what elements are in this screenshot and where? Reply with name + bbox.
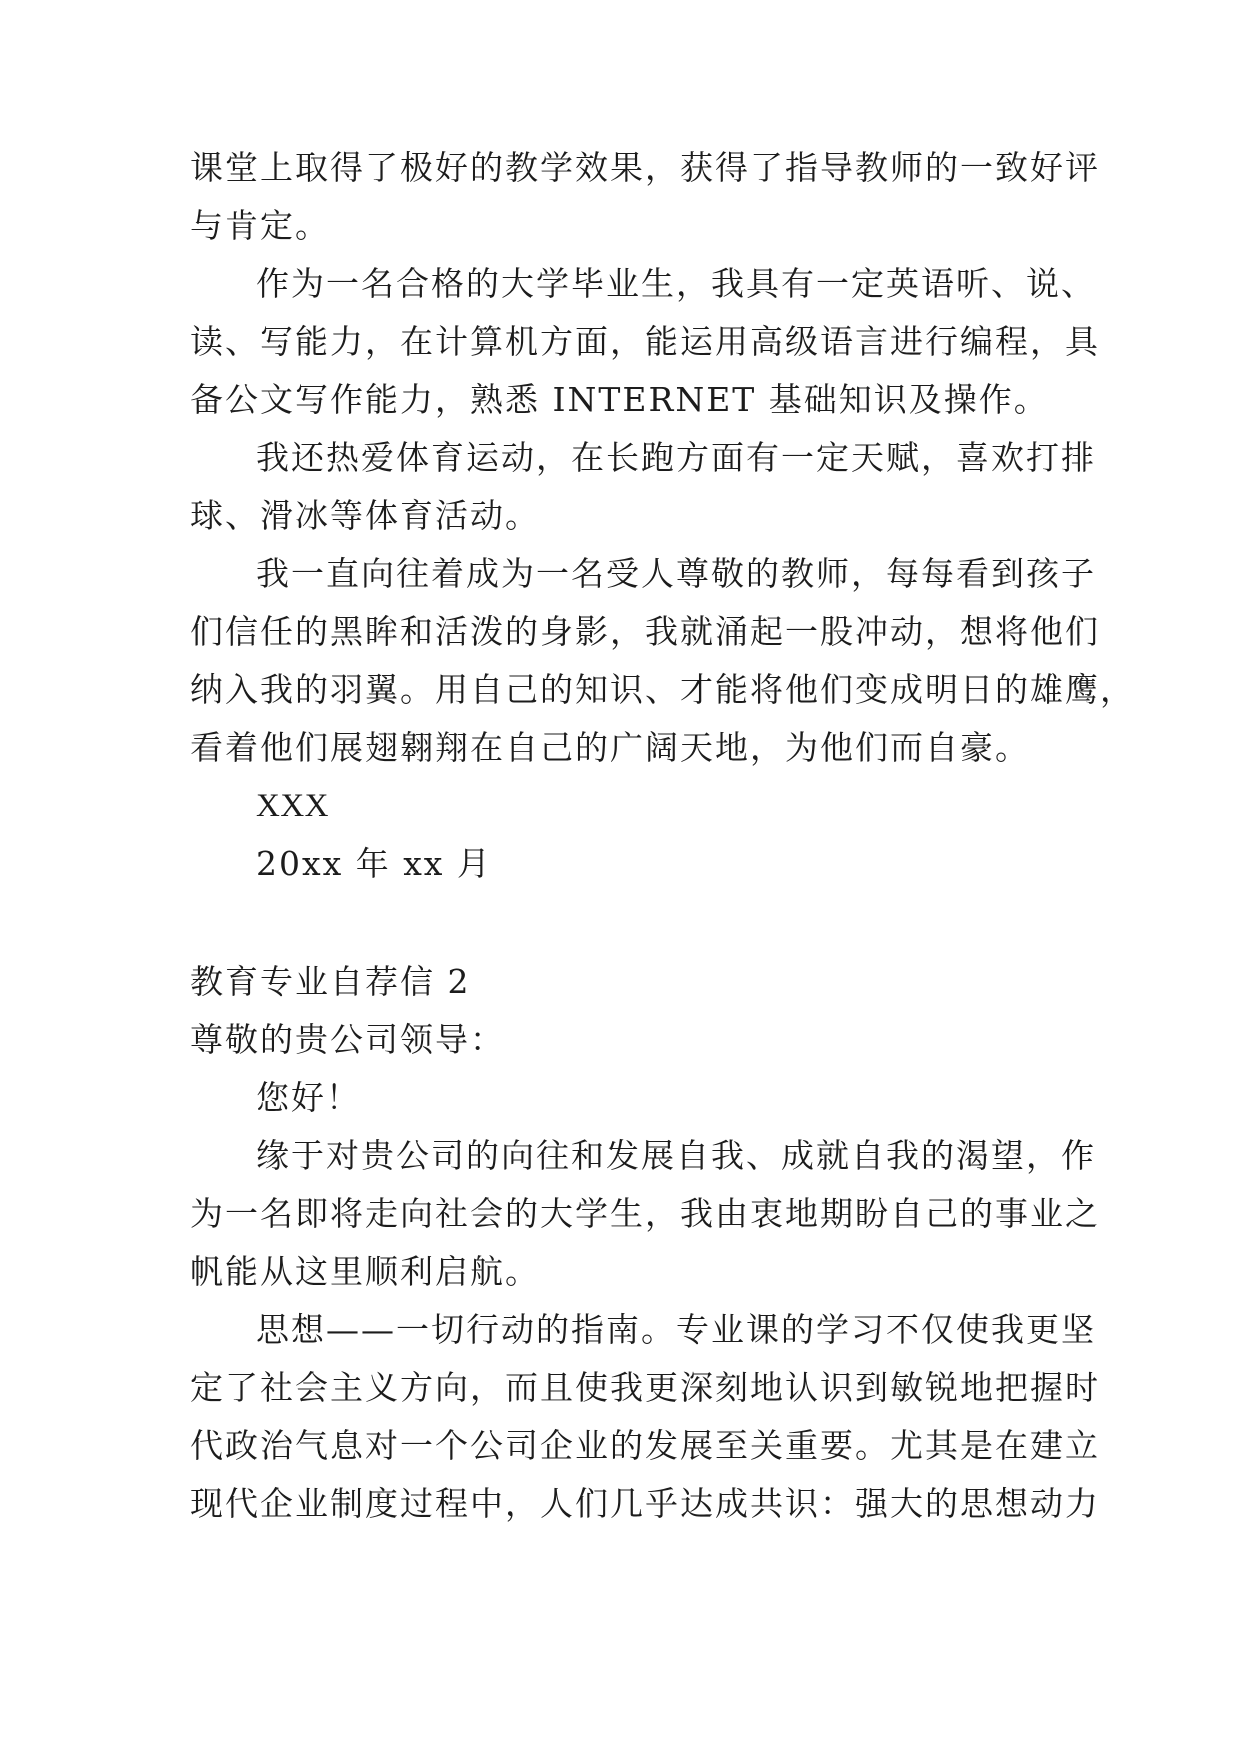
paragraph-line: 缘于对贵公司的向往和发展自我、成就自我的渴望，作 — [256, 1136, 1096, 1175]
letter-title: 教育专业自荐信 2 — [190, 962, 471, 1001]
paragraph-line: 我还热爱体育运动，在长跑方面有一定天赋，喜欢打排 — [256, 438, 1096, 477]
paragraph-line: 帆能从这里顺利启航。 — [190, 1252, 540, 1291]
paragraph-line: 现代企业制度过程中，人们几乎达成共识：强大的思想动力 — [190, 1484, 1100, 1523]
paragraph-line: 我一直向往着成为一名受人尊敬的教师，每每看到孩子 — [256, 554, 1096, 593]
paragraph-line: 纳入我的羽翼。用自己的知识、才能将他们变成明日的雄鹰， — [190, 670, 1135, 709]
paragraph-line: 读、写能力，在计算机方面，能运用高级语言进行编程，具 — [190, 322, 1100, 361]
paragraph-line: 思想——一切行动的指南。专业课的学习不仅使我更坚 — [256, 1310, 1096, 1349]
signature-date: 20xx 年 xx 月 — [256, 844, 492, 883]
paragraph-line: 与肯定。 — [190, 206, 330, 245]
paragraph-line: 定了社会主义方向，而且使我更深刻地认识到敏锐地把握时 — [190, 1368, 1100, 1407]
letter-salutation: 尊敬的贵公司领导： — [190, 1020, 505, 1059]
letter-greeting: 您好！ — [256, 1078, 361, 1117]
paragraph-line: 球、滑冰等体育活动。 — [190, 496, 540, 535]
paragraph-line: 看着他们展翅翱翔在自己的广阔天地，为他们而自豪。 — [190, 728, 1030, 767]
paragraph-line: 代政治气息对一个公司企业的发展至关重要。尤其是在建立 — [190, 1426, 1100, 1465]
paragraph-line: 们信任的黑眸和活泼的身影，我就涌起一股冲动，想将他们 — [190, 612, 1100, 651]
paragraph-line: 备公文写作能力，熟悉 INTERNET 基础知识及操作。 — [190, 380, 1049, 419]
paragraph-line: 课堂上取得了极好的教学效果，获得了指导教师的一致好评 — [190, 148, 1100, 187]
paragraph-line: 作为一名合格的大学毕业生，我具有一定英语听、说、 — [256, 264, 1096, 303]
paragraph-line: 为一名即将走向社会的大学生，我由衷地期盼自己的事业之 — [190, 1194, 1100, 1233]
signature-name: XXX — [256, 788, 329, 824]
